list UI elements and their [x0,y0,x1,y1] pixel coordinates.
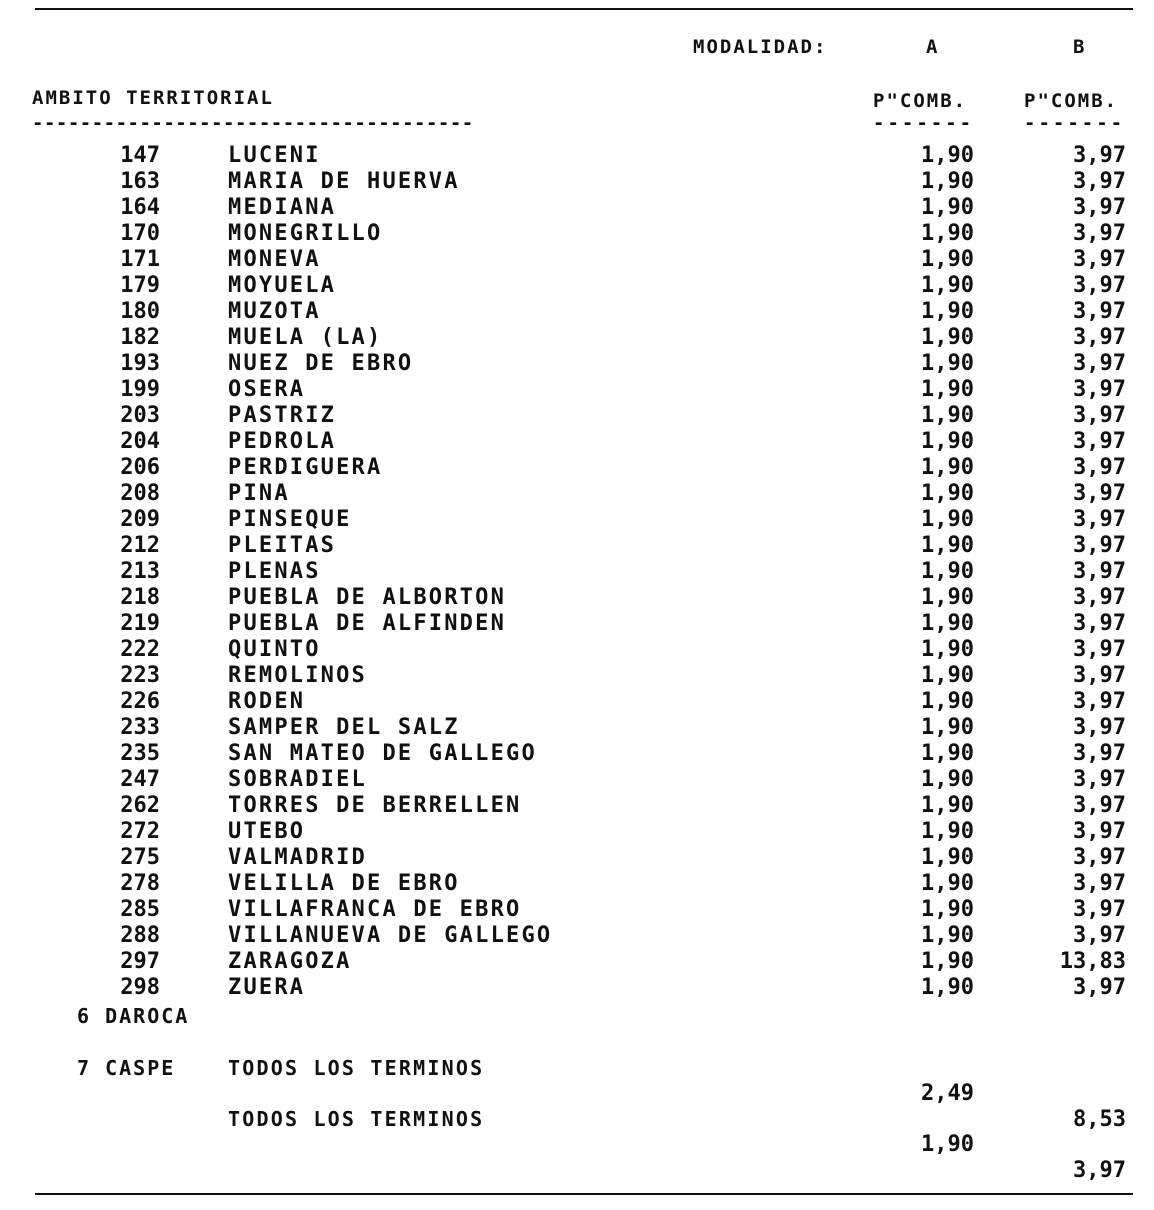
section-row-a: 1,90 [921,1132,974,1157]
municipality-code: 275 [120,845,160,870]
value-a: 1,90 [921,819,974,844]
municipality-code: 171 [120,247,160,272]
municipality-code: 204 [120,429,160,454]
value-b: 3,97 [1073,351,1126,376]
municipality-name: SOBRADIEL [228,767,368,792]
municipality-name: MEDIANA [228,195,337,220]
value-b: 3,97 [1073,403,1126,428]
value-a: 1,90 [921,169,974,194]
municipality-code: 285 [120,897,160,922]
section-row-b: 8,53 [1073,1107,1126,1132]
value-b: 3,97 [1073,195,1126,220]
municipality-code: 208 [120,481,160,506]
value-a: 1,90 [921,611,974,636]
municipality-code: 297 [120,949,160,974]
table-row [0,715,1154,741]
section-row-b: 3,97 [1073,1158,1126,1183]
municipality-code: 206 [120,455,160,480]
value-a: 1,90 [921,351,974,376]
value-a: 1,90 [921,897,974,922]
municipality-name: UTEBO [228,819,306,844]
column-a-underline: ------- [873,112,975,134]
table-row [0,611,1154,637]
value-b: 3,97 [1073,975,1126,1000]
value-b: 3,97 [1073,507,1126,532]
value-a: 1,90 [921,975,974,1000]
table-row [0,845,1154,871]
municipality-code: 212 [120,533,160,558]
municipality-code: 180 [120,299,160,324]
table-row [0,247,1154,273]
municipality-name: PINA [228,481,290,506]
table-row [0,351,1154,377]
table-row [0,949,1154,975]
value-a: 1,90 [921,767,974,792]
value-b: 3,97 [1073,897,1126,922]
table-row [0,559,1154,585]
table-row [0,793,1154,819]
municipality-code: 235 [120,741,160,766]
value-b: 3,97 [1073,741,1126,766]
value-b: 3,97 [1073,793,1126,818]
table-row [0,897,1154,923]
column-a-header: A [926,36,938,58]
section-row-name: TODOS LOS TERMINOS [228,1107,485,1131]
value-b: 3,97 [1073,169,1126,194]
value-b: 3,97 [1073,247,1126,272]
table-row [0,403,1154,429]
column-b-underline: ------- [1024,112,1126,134]
municipality-code: 222 [120,637,160,662]
municipality-name: ZARAGOZA [228,949,352,974]
value-b: 3,97 [1073,585,1126,610]
municipality-name: SAMPER DEL SALZ [228,715,460,740]
municipality-name: PLENAS [228,559,321,584]
municipality-code: 182 [120,325,160,350]
municipality-name: PERDIGUERA [228,455,383,480]
value-b: 3,97 [1073,481,1126,506]
table-row [0,767,1154,793]
value-a: 1,90 [921,299,974,324]
value-b: 3,97 [1073,533,1126,558]
table-row [0,533,1154,559]
municipality-code: 218 [120,585,160,610]
municipality-code: 226 [120,689,160,714]
value-a: 1,90 [921,507,974,532]
municipality-name: VELILLA DE EBRO [228,871,460,896]
municipality-name: PEDROLA [228,429,337,454]
value-a: 1,90 [921,143,974,168]
municipality-name: REMOLINOS [228,663,368,688]
column-b-subheader: P"COMB. [1024,90,1119,112]
value-a: 1,90 [921,663,974,688]
modalidad-label: MODALIDAD: [693,36,828,58]
bottom-rule [35,1193,1133,1195]
municipality-code: 164 [120,195,160,220]
value-b: 3,97 [1073,299,1126,324]
value-a: 1,90 [921,533,974,558]
municipality-name: MUZOTA [228,299,321,324]
table-row [0,143,1154,169]
value-b: 3,97 [1073,819,1126,844]
municipality-name: RODEN [228,689,306,714]
column-b-header: B [1073,36,1085,58]
table-row [0,689,1154,715]
table-row [0,377,1154,403]
municipality-name: VILLANUEVA DE GALLEGO [228,923,553,948]
table-row [0,637,1154,663]
table-row [0,741,1154,767]
value-a: 1,90 [921,429,974,454]
municipality-code: 163 [120,169,160,194]
value-b: 3,97 [1073,715,1126,740]
value-a: 1,90 [921,845,974,870]
ambito-territorial-label: AMBITO TERRITORIAL [32,87,274,109]
value-a: 1,90 [921,247,974,272]
column-a-subheader: P"COMB. [873,90,968,112]
value-b: 3,97 [1073,611,1126,636]
value-b: 3,97 [1073,637,1126,662]
value-b: 3,97 [1073,221,1126,246]
municipality-name: MUELA (LA) [228,325,383,350]
value-a: 1,90 [921,637,974,662]
municipality-name: PUEBLA DE ALBORTON [228,585,507,610]
municipality-name: MARIA DE HUERVA [228,169,460,194]
municipality-code: 209 [120,507,160,532]
municipality-code: 262 [120,793,160,818]
table-row [0,871,1154,897]
municipality-code: 203 [120,403,160,428]
section-title: 7 CASPE [77,1056,176,1080]
municipality-code: 247 [120,767,160,792]
value-a: 1,90 [921,559,974,584]
table-row [0,455,1154,481]
table-row [0,273,1154,299]
value-a: 1,90 [921,377,974,402]
municipality-code: 179 [120,273,160,298]
table-row [0,169,1154,195]
table-row [0,507,1154,533]
value-b: 3,97 [1073,923,1126,948]
municipality-code: 298 [120,975,160,1000]
table-row [0,325,1154,351]
municipality-name: MONEVA [228,247,321,272]
table-row [0,195,1154,221]
value-a: 1,90 [921,793,974,818]
value-b: 3,97 [1073,559,1126,584]
value-b: 3,97 [1073,325,1126,350]
table-row [0,663,1154,689]
value-b: 3,97 [1073,689,1126,714]
municipality-code: 193 [120,351,160,376]
value-b: 3,97 [1073,377,1126,402]
municipality-code: 233 [120,715,160,740]
value-b: 3,97 [1073,429,1126,454]
municipality-name: SAN MATEO DE GALLEGO [228,741,537,766]
table-row [0,299,1154,325]
municipality-code: 219 [120,611,160,636]
municipality-name: NUEZ DE EBRO [228,351,414,376]
municipality-name: PLEITAS [228,533,337,558]
value-a: 1,90 [921,949,974,974]
municipality-name: ZUERA [228,975,306,1000]
value-a: 1,90 [921,455,974,480]
value-b: 3,97 [1073,663,1126,688]
municipality-code: 288 [120,923,160,948]
municipality-name: PUEBLA DE ALFINDEN [228,611,507,636]
table-row [0,819,1154,845]
section-row-a: 2,49 [921,1081,974,1106]
municipality-name: QUINTO [228,637,321,662]
value-a: 1,90 [921,715,974,740]
top-rule [35,8,1133,10]
value-b: 3,97 [1073,455,1126,480]
value-b: 3,97 [1073,273,1126,298]
value-a: 1,90 [921,273,974,298]
table-row [0,975,1154,1001]
municipality-name: TORRES DE BERRELLEN [228,793,522,818]
value-a: 1,90 [921,689,974,714]
value-b: 13,83 [1059,949,1126,974]
municipality-code: 213 [120,559,160,584]
municipality-name: VILLAFRANCA DE EBRO [228,897,522,922]
municipality-code: 147 [120,143,160,168]
municipality-name: PASTRIZ [228,403,337,428]
value-b: 3,97 [1073,871,1126,896]
table-row [0,429,1154,455]
table-row [0,221,1154,247]
value-a: 1,90 [921,741,974,766]
municipality-name: VALMADRID [228,845,368,870]
municipality-code: 272 [120,819,160,844]
table-row [0,923,1154,949]
value-b: 3,97 [1073,845,1126,870]
municipality-name: PINSEQUE [228,507,352,532]
value-b: 3,97 [1073,143,1126,168]
municipality-name: MONEGRILLO [228,221,383,246]
municipality-code: 278 [120,871,160,896]
value-a: 1,90 [921,923,974,948]
value-a: 1,90 [921,481,974,506]
value-a: 1,90 [921,221,974,246]
municipality-code: 199 [120,377,160,402]
municipality-name: MOYUELA [228,273,337,298]
municipality-code: 223 [120,663,160,688]
table-row [0,585,1154,611]
section-title: 6 DAROCA [77,1004,190,1028]
municipality-code: 170 [120,221,160,246]
value-a: 1,90 [921,585,974,610]
value-a: 1,90 [921,325,974,350]
municipality-name: OSERA [228,377,306,402]
section-row-name: TODOS LOS TERMINOS [228,1056,485,1080]
municipality-name: LUCENI [228,143,321,168]
value-a: 1,90 [921,871,974,896]
value-a: 1,90 [921,195,974,220]
ambito-underline: ------------------------------------- [32,112,474,134]
table-row [0,481,1154,507]
value-b: 3,97 [1073,767,1126,792]
value-a: 1,90 [921,403,974,428]
